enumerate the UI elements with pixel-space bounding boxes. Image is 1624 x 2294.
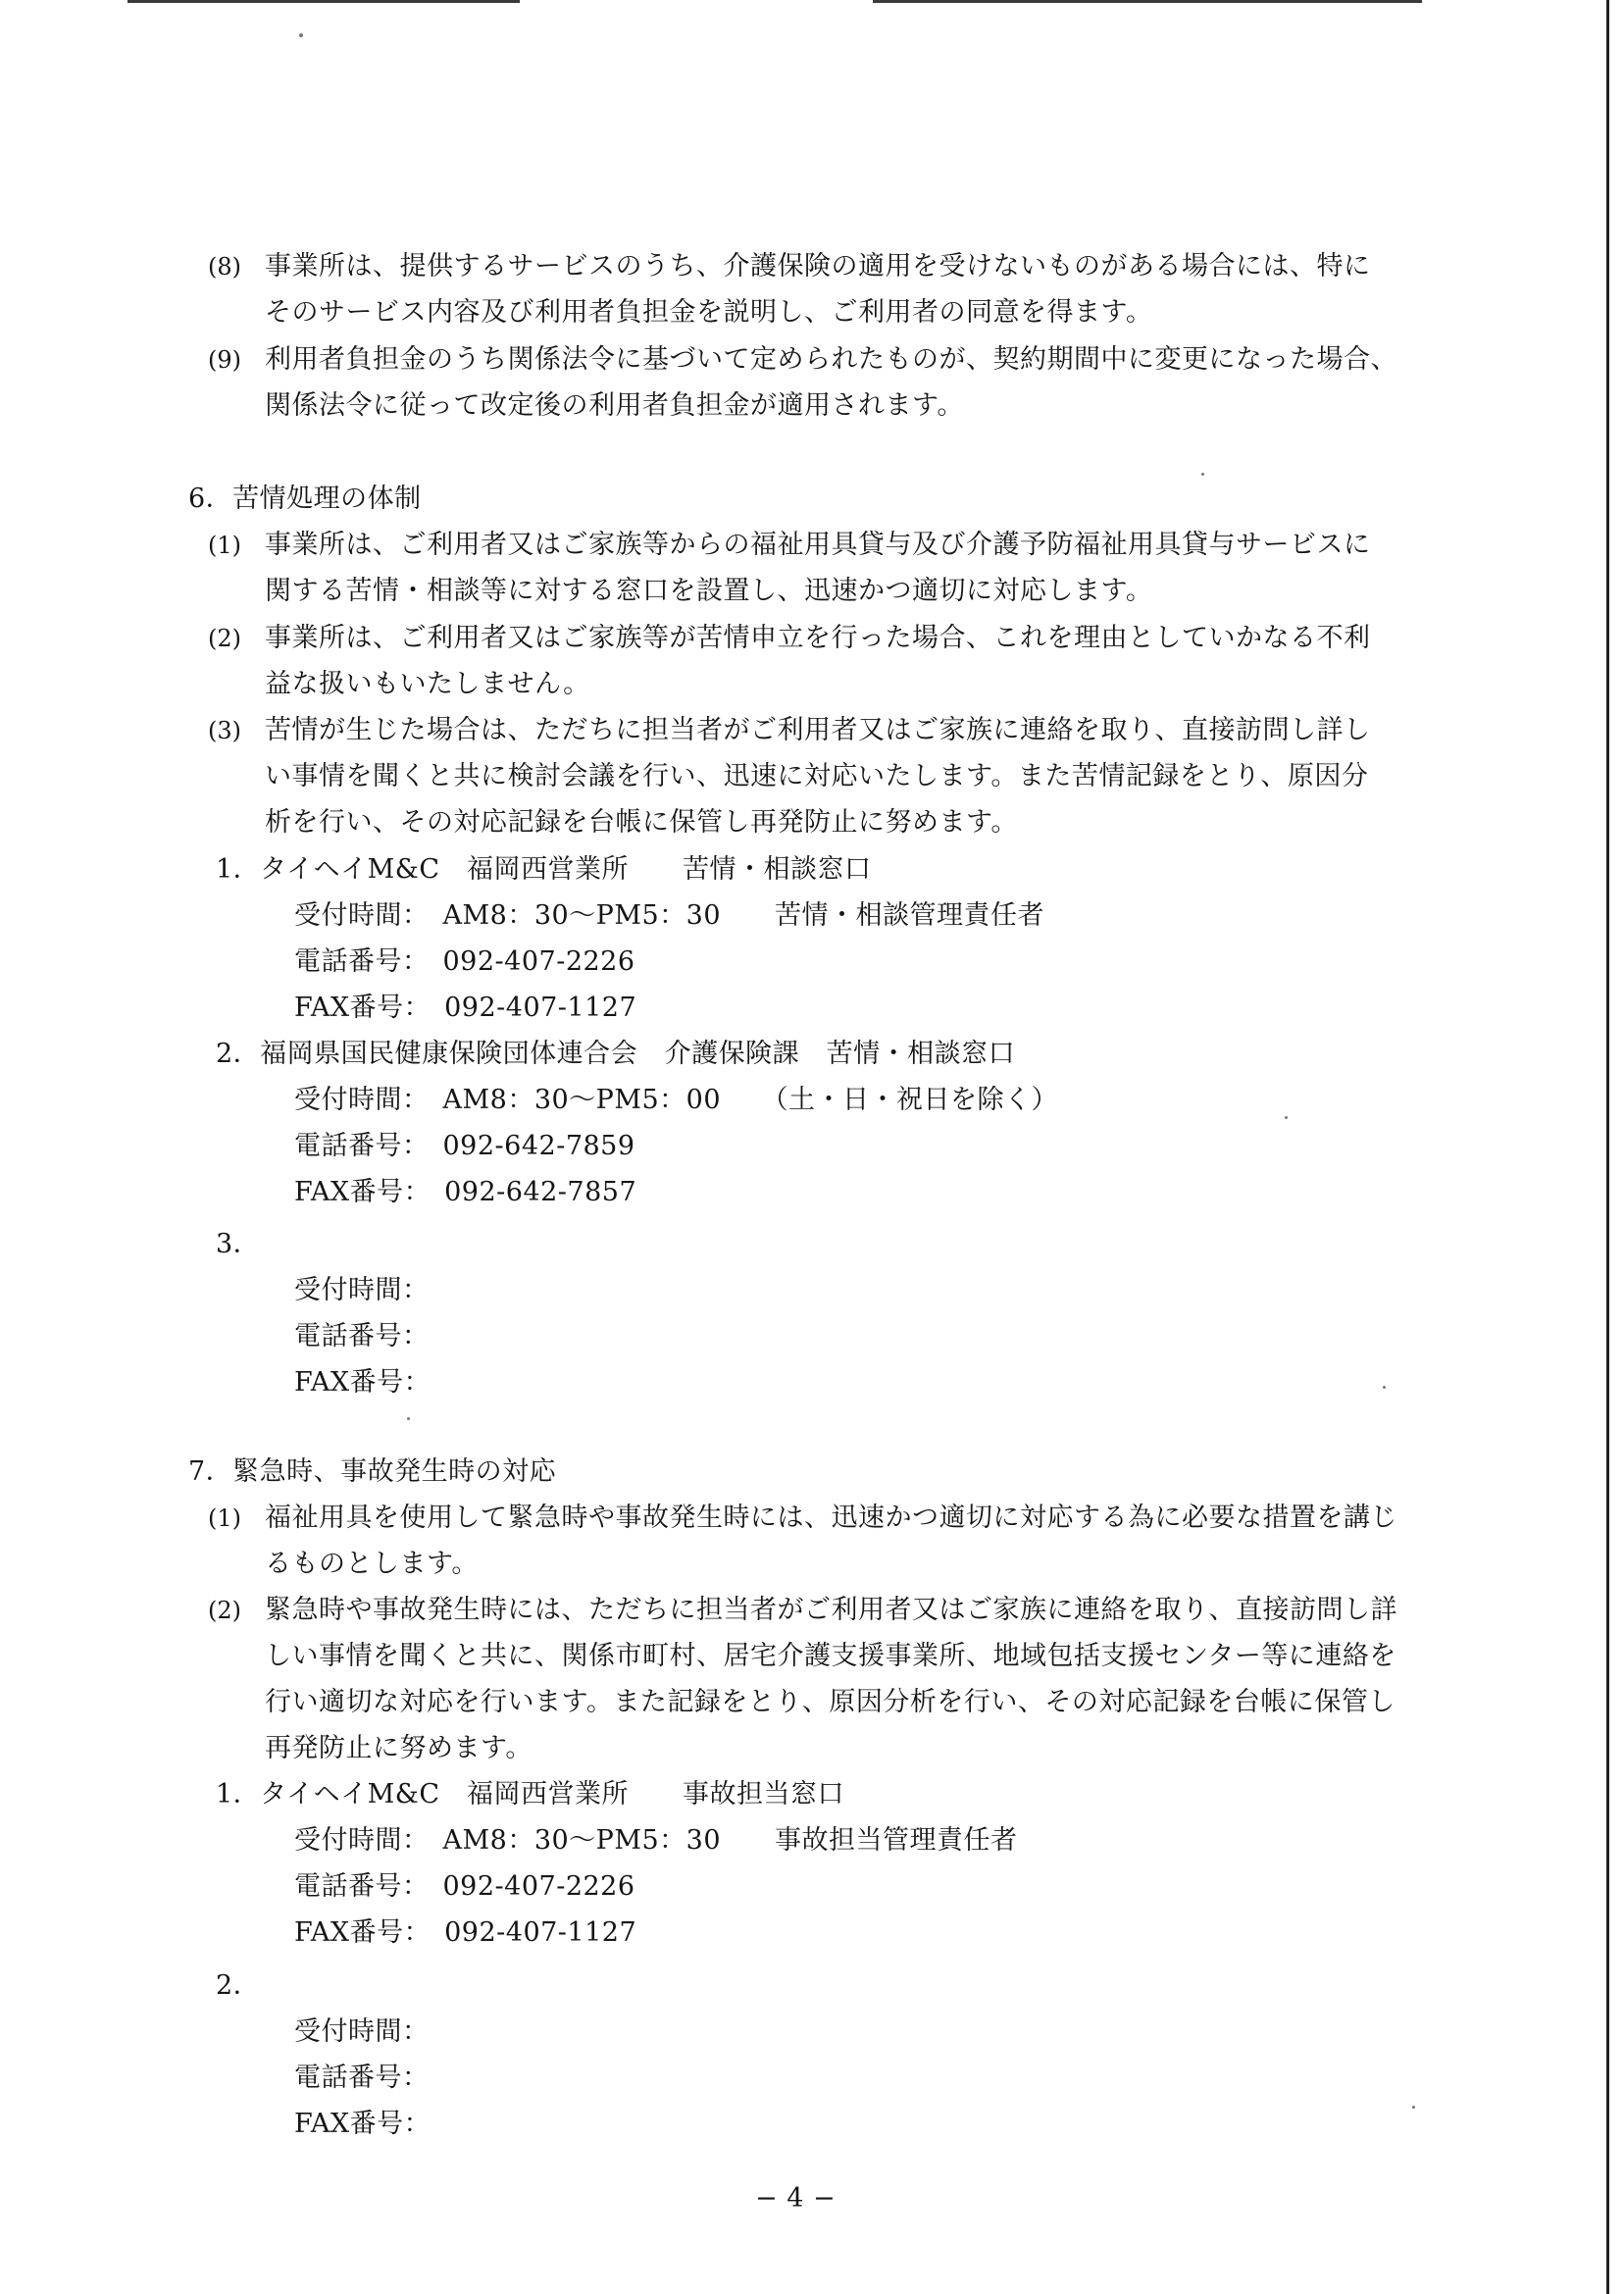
s7-contact-2-fax: FAX番号： <box>294 2109 431 2139</box>
s7-item-2-line-1: 緊急時や事故発生時には、ただちに担当者がご利用者又はご家族に連絡を取り、直接訪問し詳 <box>265 1595 1397 1625</box>
s6-contact-1-fax: FAX番号： 092-407-1127 <box>294 993 637 1023</box>
s7-contact-1-fax: FAX番号： 092-407-1127 <box>294 1917 637 1948</box>
s6-item-marker-1: (1) <box>208 532 241 559</box>
s6-contact-1-phone: 電話番号： 092-407-2226 <box>294 946 635 977</box>
s6-contact-2-fax: FAX番号： 092-642-7857 <box>294 1177 637 1207</box>
scan-top-line-left <box>127 0 520 3</box>
scan-speck <box>407 1417 410 1420</box>
s6-item-1-line-2: 関する苦情・相談等に対する窓口を設置し、迅速かつ適切に対応します。 <box>265 576 1153 606</box>
s6-item-3-line-2: い事情を聞くと共に検討会議を行い、迅速に対応いたします。また苦情記録をとり、原因分 <box>265 761 1369 791</box>
scan-speck <box>1383 1386 1386 1389</box>
page-number: − 4 − <box>755 2183 837 2214</box>
item-marker-9: (9) <box>208 346 241 374</box>
s6-item-3-line-3: 析を行い、その対応記録を台帳に保管し再発防止に努めます。 <box>265 807 1018 838</box>
s7-contact-2-hours: 受付時間： <box>294 2016 430 2047</box>
s7-contact-1-hours: 受付時間： AM8：30〜PM5：30 事故担当管理責任者 <box>294 1825 1018 1856</box>
s6-contact-2-heading: 2．福岡県国民健康保険団体連合会 介護保険課 苦情・相談窓口 <box>216 1039 1016 1069</box>
scan-speck <box>1412 2106 1415 2109</box>
scan-speck <box>299 33 303 37</box>
s6-contact-3-fax: FAX番号： <box>294 1367 431 1398</box>
section-6-heading: 6．苦情処理の体制 <box>188 484 422 514</box>
item-8-line-1: 事業所は、提供するサービスのうち、介護保険の適用を受けないものがある場合には、特に <box>265 251 1371 281</box>
item-9-line-2: 関係法令に従って改定後の利用者負担金が適用されます。 <box>265 390 964 421</box>
s6-item-1-line-1: 事業所は、ご利用者又はご家族等からの福祉用具貸与及び介護予防福祉用具貸与サービスに <box>265 530 1371 560</box>
s6-contact-3-phone: 電話番号： <box>294 1321 430 1351</box>
s6-contact-2-phone: 電話番号： 092-642-7859 <box>294 1131 635 1161</box>
s7-item-marker-2: (2) <box>208 1597 241 1624</box>
item-marker-8: (8) <box>208 253 241 280</box>
s7-contact-1-heading: 1．タイヘイM&C 福岡西営業所 事故担当窓口 <box>216 1779 844 1810</box>
s6-item-2-line-1: 事業所は、ご利用者又はご家族等が苦情申立を行った場合、これを理由としていかなる不利 <box>265 623 1371 653</box>
s7-contact-2-heading: 2． <box>216 1970 261 2001</box>
scan-top-line-right <box>873 0 1422 3</box>
s7-item-1-line-2: るものとします。 <box>265 1549 479 1579</box>
s7-contact-1-phone: 電話番号： 092-407-2226 <box>294 1871 635 1902</box>
item-8-line-2: そのサービス内容及び利用者負担金を説明し、ご利用者の同意を得ます。 <box>265 297 1153 328</box>
s6-item-2-line-2: 益な扱いもいたしません。 <box>265 669 590 699</box>
s7-item-2-line-3: 行い適切な対応を行います。また記録をとり、原因分析を行い、その対応記録を台帳に保管し <box>265 1687 1396 1717</box>
s6-contact-2-hours: 受付時間： AM8：30〜PM5：00 （土・日・祝日を除く） <box>294 1085 1059 1115</box>
s6-item-marker-2: (2) <box>208 625 241 652</box>
s6-contact-1-hours: 受付時間： AM8：30〜PM5：30 苦情・相談管理責任者 <box>294 900 1045 931</box>
s6-contact-3-hours: 受付時間： <box>294 1275 430 1305</box>
s6-item-3-line-1: 苦情が生じた場合は、ただちに担当者がご利用者又はご家族に連絡を取り、直接訪問し詳し <box>265 715 1371 745</box>
s7-item-marker-1: (1) <box>208 1504 241 1532</box>
s7-item-1-line-1: 福祉用具を使用して緊急時や事故発生時には、迅速かつ適切に対応する為に必要な措置を講じ <box>265 1503 1397 1533</box>
scan-speck <box>1285 1116 1288 1119</box>
scan-speck <box>1201 473 1204 476</box>
item-9-line-1: 利用者負担金のうち関係法令に基づいて定められたものが、契約期間中に変更になった場合、 <box>265 344 1397 375</box>
s6-contact-1-heading: 1．タイヘイM&C 福岡西営業所 苦情・相談窓口 <box>216 854 872 885</box>
s7-item-2-line-2: しい事情を聞くと共に、関係市町村、居宅介護支援事業所、地域包括支援センター等に連絡を <box>265 1641 1396 1671</box>
s6-contact-3-heading: 3． <box>216 1229 261 1259</box>
s7-contact-2-phone: 電話番号： <box>294 2063 430 2093</box>
s6-item-marker-3: (3) <box>208 717 241 744</box>
scan-right-edge <box>1606 0 1609 2294</box>
s7-item-2-line-4: 再発防止に努めます。 <box>265 1733 533 1763</box>
section-7-heading: 7．緊急時、事故発生時の対応 <box>188 1456 557 1487</box>
